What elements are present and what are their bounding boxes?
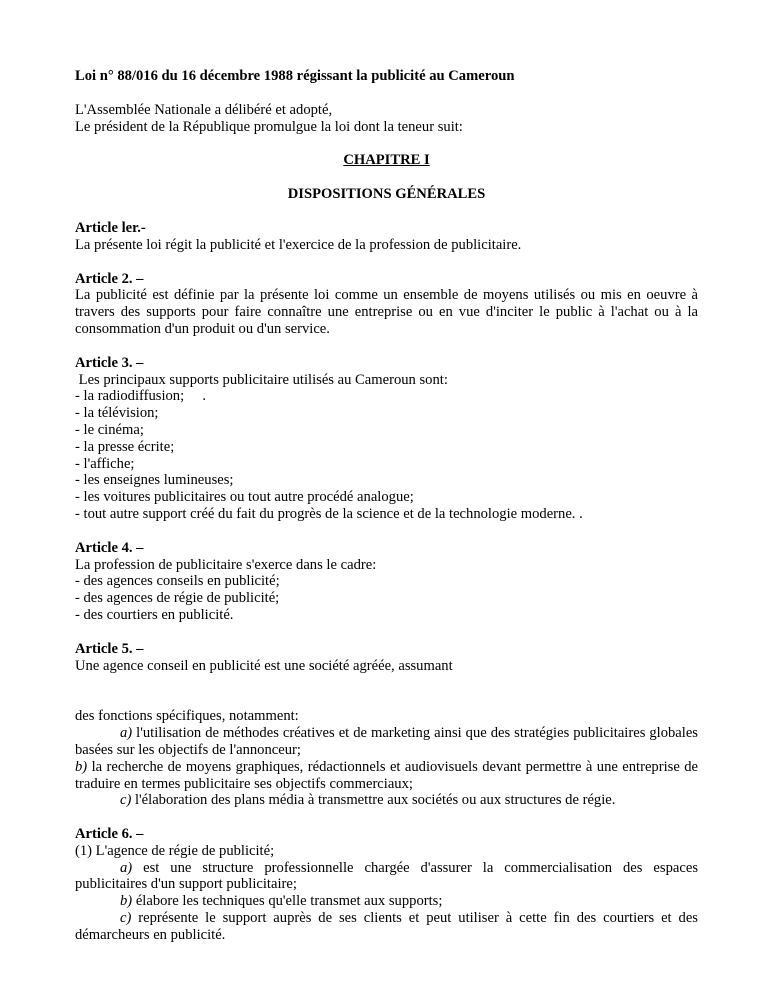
item-letter: b) — [120, 893, 133, 910]
item-letter: c) — [120, 910, 132, 927]
article-title: Article 5. – — [75, 640, 144, 657]
article-3 — [75, 355, 698, 523]
document-page — [75, 68, 698, 944]
item-text: l'utilisation de méthodes créatives et de marketing ainsi que des stratégies publicitaires globales basées sur les objectifs de l'annonceur; — [75, 725, 698, 758]
list-item — [75, 792, 698, 809]
article-intro: La profession de publicitaire s'exerce dans le cadre: — [75, 556, 377, 573]
list-item: - les enseignes lumineuses; — [75, 472, 234, 489]
list-item: - les voitures publicitaires ou tout autre procédé analogue; — [75, 489, 414, 506]
article-4 — [75, 540, 698, 624]
article-1 — [75, 220, 698, 254]
list-item — [75, 860, 698, 894]
item-text: représente le support auprès de ses clients et peut utiliser à cette fin des courtiers et des démarcheurs en publicité. — [75, 910, 698, 943]
list-item — [75, 893, 698, 910]
article-intro: Les principaux supports publicitaire utilisés au Cameroun sont: — [75, 371, 448, 388]
item-letter: a) — [120, 859, 133, 876]
item-letter: b) — [75, 758, 88, 775]
list-item: - le cinéma; — [75, 421, 144, 438]
list-item: - tout autre support créé du fait du progrès de la science et de la technologie moderne. . — [75, 505, 583, 522]
article-intro: Une agence conseil en publicité est une société agréée, assumant — [75, 657, 453, 674]
list-item: - des agences conseils en publicité; — [75, 573, 280, 590]
list-item — [75, 910, 698, 944]
list-item: - la télévision; — [75, 405, 159, 422]
item-letter: c) — [120, 792, 132, 809]
article-title: Article 2. – — [75, 270, 144, 287]
item-text: l'élaboration des plans média à transmettre aux sociétés ou aux structures de régie. — [131, 792, 616, 809]
article-5 — [75, 641, 698, 809]
article-title: Article 6. – — [75, 826, 144, 843]
list-item: - la presse écrite; — [75, 438, 175, 455]
item-text: la recherche de moyens graphiques, rédactionnels et audiovisuels devant permettre à une entreprise de traduire en termes publicitaire ses objectifs commerciaux; — [75, 758, 698, 792]
law-title: Loi n° 88/016 du 16 décembre 1988 régissant la publicité au Cameroun — [75, 68, 515, 84]
chapter-heading: CHAPITRE I — [343, 152, 430, 169]
article-continuation: des fonctions spécifiques, notamment: — [75, 708, 299, 725]
article-title: Article 4. – — [75, 539, 144, 556]
item-text: est une structure professionnelle chargée d'assurer la commercialisation des espaces publicitaires d'un support publicitaire; — [75, 859, 698, 893]
preamble-line: Le président de la République promulgue la loi dont la teneur suit: — [75, 118, 463, 135]
article-2 — [75, 271, 698, 338]
chapter-subheading: DISPOSITIONS GÉNÉRALES — [287, 186, 486, 203]
list-item: - des courtiers en publicité. — [75, 606, 234, 623]
item-text: élabore les techniques qu'elle transmet aux supports; — [132, 893, 443, 910]
preamble — [75, 102, 698, 136]
preamble-line: L'Assemblée Nationale a délibéré et adopté, — [75, 101, 333, 118]
list-item: - des agences de régie de publicité; — [75, 590, 280, 607]
list-item: - l'affiche; — [75, 455, 135, 472]
article-intro: (1) L'agence de régie de publicité; — [75, 842, 275, 859]
article-6 — [75, 826, 698, 944]
article-title: Article ler.- — [75, 219, 146, 236]
list-item — [75, 759, 698, 793]
article-text: La publicité est définie par la présente loi comme un ensemble de moyens utilisés ou mis en oeuvre à travers des supports pour faire connaître une entreprise ou en vue d'inciter le public à l'achat ou à la consommation d'un produit ou d'un service. — [75, 287, 698, 337]
list-item — [75, 725, 698, 759]
item-letter: a) — [120, 725, 133, 742]
article-title: Article 3. – — [75, 354, 144, 371]
article-text: La présente loi régit la publicité et l'exercice de la profession de publicitaire. — [75, 236, 522, 253]
list-item: - la radiodiffusion; . — [75, 388, 207, 405]
